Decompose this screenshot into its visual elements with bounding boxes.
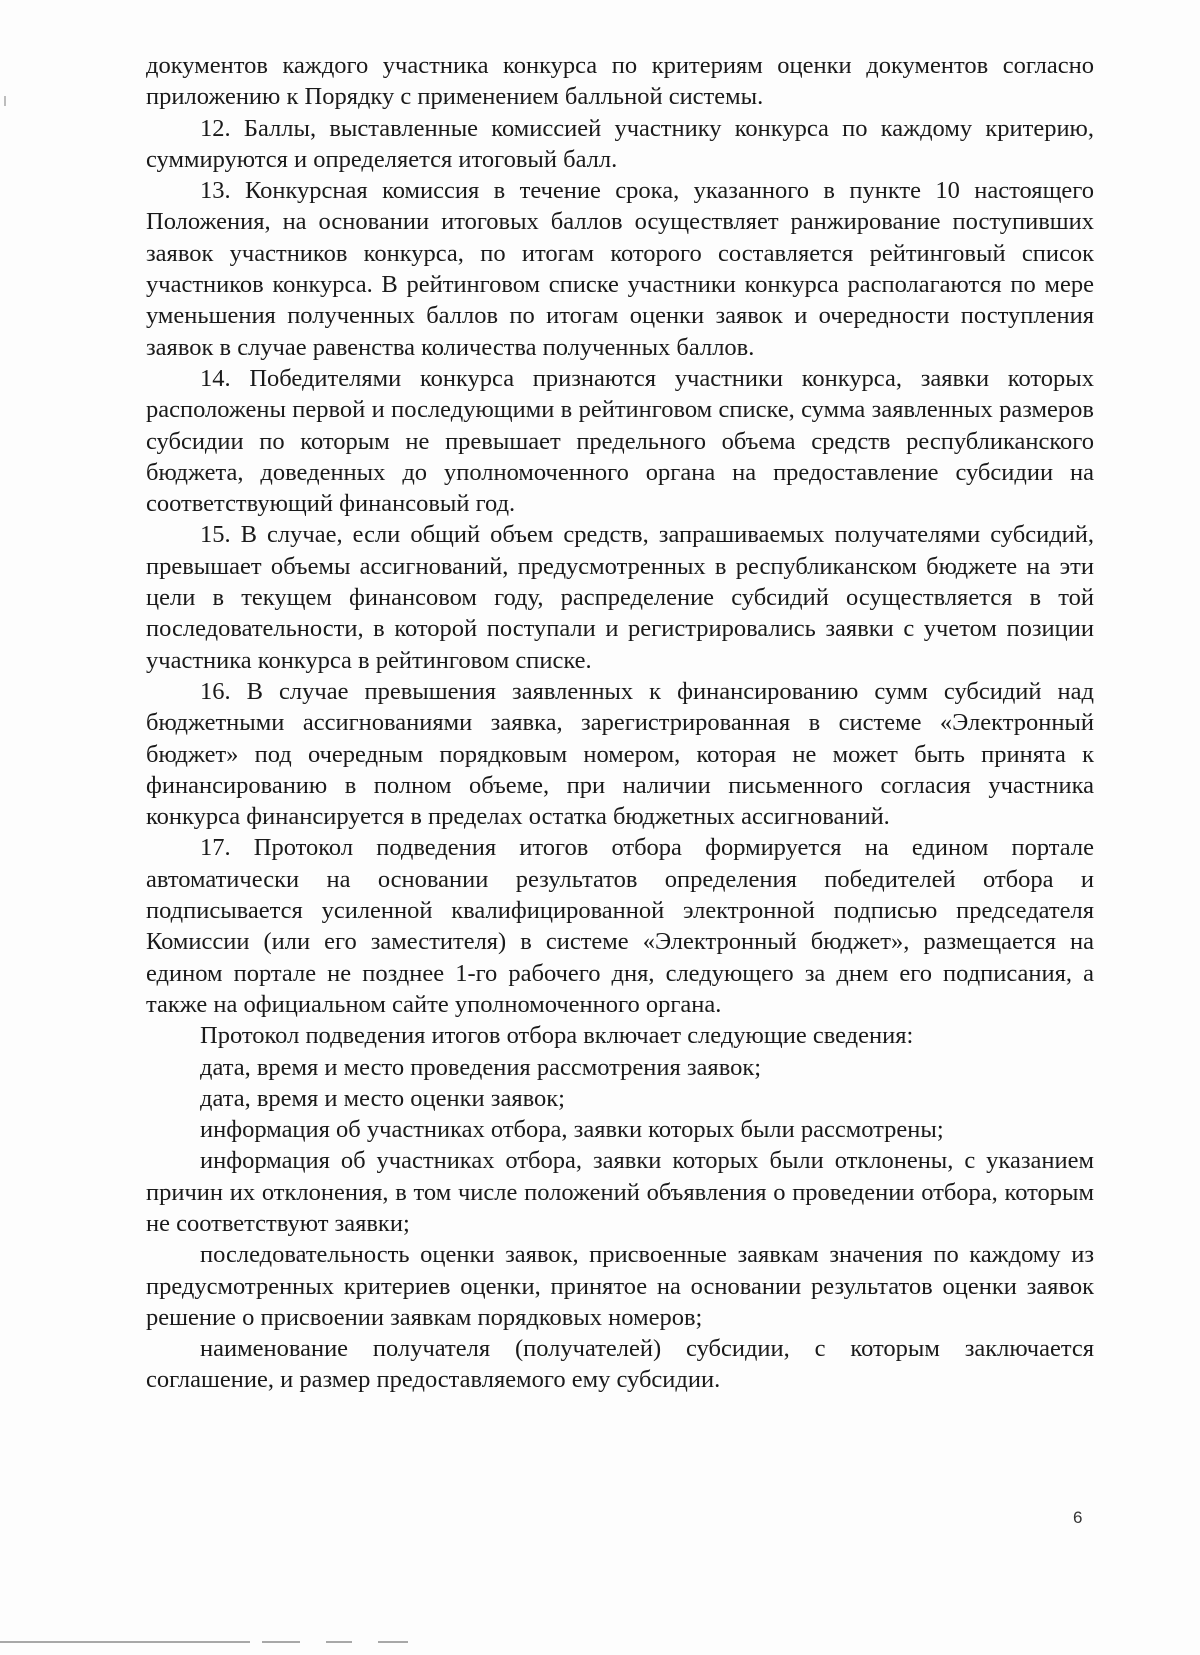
document-body [146,50,1094,1396]
paragraph-item-13: 13. Конкурсная комиссия в течение срока, указанного в пункте 10 настоящего Положения, на основании итоговых баллов осуществляет ранжирование поступивших заявок участников конкурса, по итогам которого составляется рейтинговый список участников конкурса. В рейтинговом списке участники конкурса располагаются по мере уменьшения полученных баллов по итогам оценки заявок и очередности поступления заявок в случае равенства количества полученных баллов. [146,177,1094,361]
protocol-contents-intro: Протокол подведения итогов отбора включает следующие сведения: [200,1022,914,1050]
protocol-contents-item: последовательность оценки заявок, присвоенные заявкам значения по каждому из предусмотренных критериев оценки, принятое на основании результатов оценки заявок решение о присвоении заявкам порядковых номеров; [146,1241,1094,1331]
paragraph-item-14: 14. Победителями конкурса признаются участники конкурса, заявки которых расположены первой и последующими в рейтинговом списке, сумма заявленных размеров субсидии по которым не превышает предельного объема средств республиканского бюджета, доведенных до уполномоченного органа на предоставление субсидии на соответствующий финансовый год. [146,364,1094,518]
scan-artifact-mark [4,96,6,106]
bottom-edge-line [262,1641,300,1643]
bottom-edge-line [326,1641,352,1643]
paragraph-item-12: 12. Баллы, выставленные комиссией участнику конкурса по каждому критерию, суммируются и определяется итоговый балл. [146,114,1094,173]
protocol-contents-item: информация об участниках отбора, заявки которых были рассмотрены; [200,1116,944,1144]
paragraph-item-16: 16. В случае превышения заявленных к финансированию сумм субсидий над бюджетными ассигнованиями заявка, зарегистрированная в системе «Электронный бюджет» под очередным порядковым номером, которая не может быть принята к финансированию в полном объеме, при наличии письменного согласия участника конкурса финансируется в пределах остатка бюджетных ассигнований. [146,677,1094,831]
page-number: 6 [1073,1508,1083,1527]
protocol-contents-item: дата, время и место проведения рассмотрения заявок; [200,1053,762,1081]
bottom-edge-line [378,1641,408,1643]
protocol-contents-item: наименование получателя (получателей) субсидии, с которым заключается соглашение, и размер предоставляемого ему субсидии. [146,1335,1094,1394]
bottom-edge-line [0,1641,250,1643]
paragraph-item-15: 15. В случае, если общий объем средств, запрашиваемых получателями субсидий, превышает объемы ассигнований, предусмотренных в республиканском бюджете на эти цели в текущем финансовом году, распределение субсидий осуществляется в той последовательности, в которой поступали и регистрировались заявки с учетом позиции участника конкурса в рейтинговом списке. [146,521,1094,674]
paragraph-item-17: 17. Протокол подведения итогов отбора формируется на едином портале автоматически на основании результатов определения победителей отбора и подписывается усиленной квалифицированной электронной подписью председателя Комиссии (или его заместителя) в системе «Электронный бюджет», размещается на едином портале не позднее 1-го рабочего дня, следующего за днем его подписания, а также на официальном сайте уполномоченного органа. [146,834,1094,1018]
protocol-contents-item: информация об участниках отбора, заявки которых были отклонены, с указанием причин их отклонения, в том числе положений объявления о проведении отбора, которым не соответствуют заявки; [146,1147,1094,1237]
paragraph-continuation: документов каждого участника конкурса по критериям оценки документов согласно приложению к Порядку с применением балльной системы. [146,52,1094,111]
protocol-contents-item: дата, время и место оценки заявок; [200,1084,565,1112]
